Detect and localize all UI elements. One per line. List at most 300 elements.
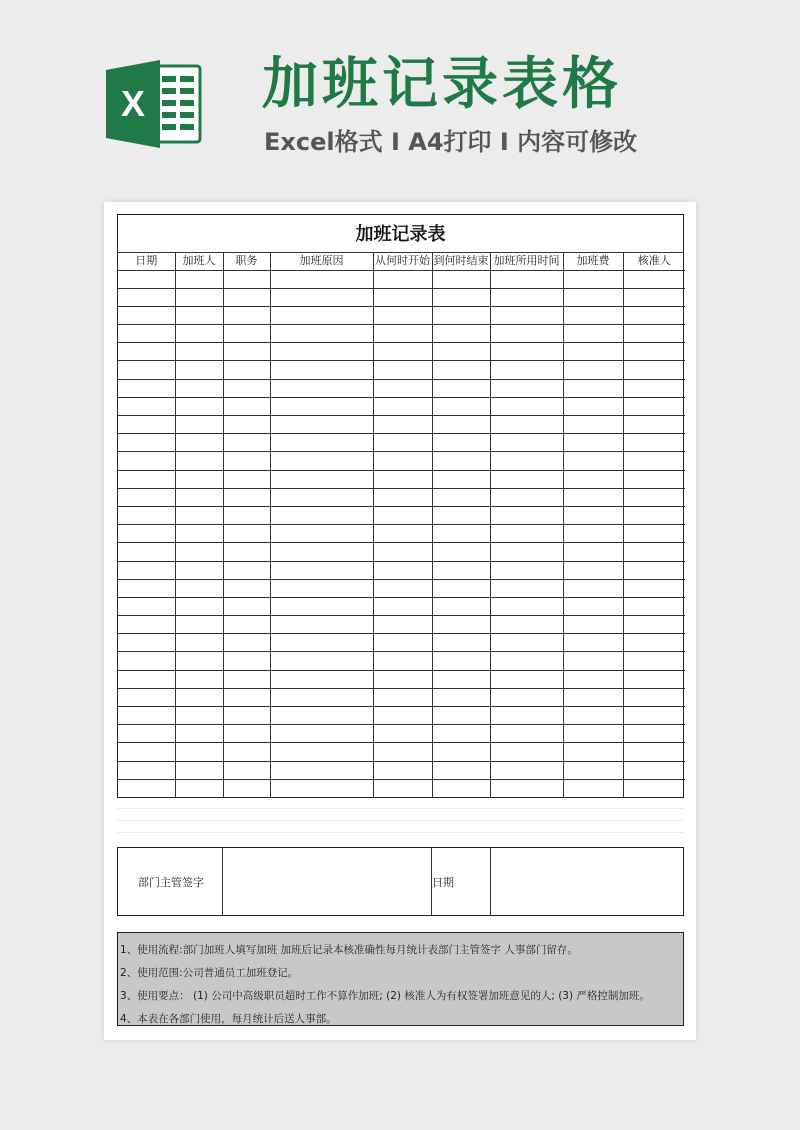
table-row — [118, 452, 685, 470]
table-cell[interactable] — [490, 361, 563, 379]
table-row — [118, 397, 685, 415]
table-cell[interactable] — [373, 506, 432, 524]
table-cell[interactable] — [223, 543, 270, 561]
table-row — [118, 343, 685, 361]
table-cell[interactable] — [563, 488, 623, 506]
table-cell[interactable] — [175, 470, 223, 488]
table-cell[interactable] — [623, 725, 685, 743]
table-cell[interactable] — [118, 397, 175, 415]
note-3: 3、使用要点： (1) 公司中高级职员超时工作不算作加班; (2) 核准人为有权签署加班意见的人; (3) 严格控制加班。 — [120, 990, 650, 1002]
table-cell[interactable] — [373, 343, 432, 361]
table-cell[interactable] — [623, 543, 685, 561]
sign-date-field[interactable] — [491, 848, 683, 915]
table-cell[interactable] — [270, 779, 373, 797]
table-cell[interactable] — [490, 597, 563, 615]
table-cell[interactable] — [270, 616, 373, 634]
table-cell[interactable] — [563, 325, 623, 343]
table-cell[interactable] — [175, 452, 223, 470]
table-cell[interactable] — [118, 670, 175, 688]
banner-subtitle: Excel格式 I A4打印 I 内容可修改 — [264, 128, 638, 156]
table-cell[interactable] — [270, 506, 373, 524]
table-cell[interactable] — [270, 707, 373, 725]
table-cell[interactable] — [432, 743, 490, 761]
table-cell[interactable] — [490, 270, 563, 288]
table-cell[interactable] — [223, 452, 270, 470]
dept-head-sign-field[interactable] — [223, 848, 432, 915]
table-cell[interactable] — [432, 779, 490, 797]
table-cell[interactable] — [563, 361, 623, 379]
table-cell[interactable] — [223, 779, 270, 797]
table-cell[interactable] — [223, 416, 270, 434]
table-cell[interactable] — [270, 543, 373, 561]
table-cell[interactable] — [175, 416, 223, 434]
table-cell[interactable] — [175, 525, 223, 543]
table-cell[interactable] — [223, 306, 270, 324]
table-cell[interactable] — [175, 725, 223, 743]
table-cell[interactable] — [118, 288, 175, 306]
table-cell[interactable] — [563, 707, 623, 725]
note-1: 1、使用流程:部门加班人填写加班 加班后记录本核准确性每月统计表部门主管签字 人事部门留存。 — [120, 944, 578, 956]
table-cell[interactable] — [175, 616, 223, 634]
table-cell[interactable] — [432, 561, 490, 579]
table-cell[interactable] — [490, 634, 563, 652]
table-cell[interactable] — [175, 306, 223, 324]
note-2: 2、使用范围:公司普通员工加班登记。 — [120, 967, 299, 979]
table-cell[interactable] — [432, 725, 490, 743]
table-cell[interactable] — [490, 670, 563, 688]
table-cell[interactable] — [223, 616, 270, 634]
table-cell[interactable] — [118, 343, 175, 361]
table-cell[interactable] — [563, 670, 623, 688]
table-cell[interactable] — [373, 306, 432, 324]
table-cell[interactable] — [373, 688, 432, 706]
table-cell[interactable] — [563, 561, 623, 579]
sign-date-label: 日期 — [432, 848, 491, 915]
table-cell[interactable] — [623, 688, 685, 706]
table-cell[interactable] — [373, 579, 432, 597]
table-cell[interactable] — [623, 306, 685, 324]
table-cell[interactable] — [373, 743, 432, 761]
table-cell[interactable] — [623, 761, 685, 779]
table-cell[interactable] — [373, 288, 432, 306]
table-cell[interactable] — [623, 416, 685, 434]
table-cell[interactable] — [623, 325, 685, 343]
table-cell[interactable] — [490, 725, 563, 743]
table-cell[interactable] — [490, 470, 563, 488]
table-cell[interactable] — [490, 506, 563, 524]
table-cell[interactable] — [270, 725, 373, 743]
banner-title: 加班记录表格 — [262, 52, 622, 117]
table-cell[interactable] — [623, 470, 685, 488]
table-cell[interactable] — [270, 743, 373, 761]
table-cell[interactable] — [623, 561, 685, 579]
table-cell[interactable] — [373, 561, 432, 579]
table-cell[interactable] — [563, 306, 623, 324]
table-cell[interactable] — [623, 397, 685, 415]
table-cell[interactable] — [223, 561, 270, 579]
table-row — [118, 361, 685, 379]
column-header: 加班人 — [175, 253, 223, 270]
table-cell[interactable] — [373, 488, 432, 506]
table-cell[interactable] — [373, 725, 432, 743]
table-cell[interactable] — [118, 579, 175, 597]
table-cell[interactable] — [118, 688, 175, 706]
table-cell[interactable] — [563, 343, 623, 361]
table-cell[interactable] — [563, 634, 623, 652]
table-cell[interactable] — [432, 416, 490, 434]
table-cell[interactable] — [563, 652, 623, 670]
table-cell[interactable] — [563, 725, 623, 743]
table-cell[interactable] — [175, 543, 223, 561]
table-row — [118, 525, 685, 543]
table-cell[interactable] — [270, 579, 373, 597]
table-cell[interactable] — [223, 652, 270, 670]
table-cell[interactable] — [432, 616, 490, 634]
table-cell[interactable] — [623, 743, 685, 761]
table-cell[interactable] — [270, 434, 373, 452]
table-cell[interactable] — [118, 416, 175, 434]
table-cell[interactable] — [175, 361, 223, 379]
table-cell[interactable] — [373, 270, 432, 288]
table-cell[interactable] — [623, 452, 685, 470]
table-cell[interactable] — [490, 761, 563, 779]
table-cell[interactable] — [118, 634, 175, 652]
table-cell[interactable] — [270, 634, 373, 652]
table-cell[interactable] — [223, 761, 270, 779]
table-cell[interactable] — [175, 343, 223, 361]
table-cell[interactable] — [623, 488, 685, 506]
table-cell[interactable] — [563, 506, 623, 524]
table-cell[interactable] — [223, 634, 270, 652]
table-cell[interactable] — [373, 543, 432, 561]
table-cell[interactable] — [118, 379, 175, 397]
table-cell[interactable] — [175, 743, 223, 761]
table-cell[interactable] — [432, 688, 490, 706]
table-cell[interactable] — [623, 343, 685, 361]
table-cell[interactable] — [563, 743, 623, 761]
table-cell[interactable] — [623, 707, 685, 725]
table-cell[interactable] — [223, 688, 270, 706]
table-cell[interactable] — [563, 470, 623, 488]
table-cell[interactable] — [175, 397, 223, 415]
table-cell[interactable] — [623, 434, 685, 452]
column-header: 到何时结束 — [432, 253, 490, 270]
table-cell[interactable] — [373, 379, 432, 397]
table-cell[interactable] — [490, 652, 563, 670]
table-cell[interactable] — [490, 561, 563, 579]
table-cell[interactable] — [223, 579, 270, 597]
table-cell[interactable] — [490, 779, 563, 797]
dept-head-sign-label: 部门主管签字 — [118, 848, 223, 915]
table-cell[interactable] — [563, 434, 623, 452]
table-cell[interactable] — [373, 525, 432, 543]
table-cell[interactable] — [118, 452, 175, 470]
table-cell[interactable] — [563, 779, 623, 797]
table-cell[interactable] — [490, 397, 563, 415]
table-cell[interactable] — [270, 652, 373, 670]
table-cell[interactable] — [175, 779, 223, 797]
table-cell[interactable] — [175, 434, 223, 452]
table-cell[interactable] — [270, 597, 373, 615]
column-header: 加班原因 — [270, 253, 373, 270]
table-row — [118, 270, 685, 288]
table-cell[interactable] — [490, 488, 563, 506]
table-cell[interactable] — [432, 325, 490, 343]
table-cell[interactable] — [432, 343, 490, 361]
table-cell[interactable] — [118, 561, 175, 579]
table-cell[interactable] — [175, 634, 223, 652]
table-cell[interactable] — [270, 416, 373, 434]
table-cell[interactable] — [270, 379, 373, 397]
table-cell[interactable] — [490, 616, 563, 634]
table-cell[interactable] — [490, 306, 563, 324]
table-cell[interactable] — [223, 343, 270, 361]
table-cell[interactable] — [118, 597, 175, 615]
table-cell[interactable] — [623, 379, 685, 397]
table-cell[interactable] — [175, 652, 223, 670]
table-cell[interactable] — [175, 488, 223, 506]
table-cell[interactable] — [563, 270, 623, 288]
table-cell[interactable] — [270, 325, 373, 343]
table-row — [118, 743, 685, 761]
table-cell[interactable] — [175, 707, 223, 725]
table-cell[interactable] — [175, 270, 223, 288]
column-header: 日期 — [118, 253, 175, 270]
table-cell[interactable] — [373, 397, 432, 415]
table-cell[interactable] — [432, 288, 490, 306]
table-cell[interactable] — [270, 488, 373, 506]
table-cell[interactable] — [623, 579, 685, 597]
table-cell[interactable] — [623, 506, 685, 524]
table-cell[interactable] — [270, 306, 373, 324]
table-cell[interactable] — [223, 525, 270, 543]
table-cell[interactable] — [490, 743, 563, 761]
table-cell[interactable] — [118, 361, 175, 379]
table-cell[interactable] — [563, 525, 623, 543]
table-cell[interactable] — [373, 361, 432, 379]
table-row — [118, 325, 685, 343]
table-cell[interactable] — [118, 306, 175, 324]
table-cell[interactable] — [175, 288, 223, 306]
table-row — [118, 379, 685, 397]
table-cell[interactable] — [223, 379, 270, 397]
table-cell[interactable] — [270, 452, 373, 470]
table-cell[interactable] — [432, 397, 490, 415]
table-cell[interactable] — [175, 688, 223, 706]
table-cell[interactable] — [432, 434, 490, 452]
table-cell[interactable] — [432, 361, 490, 379]
table-cell[interactable] — [175, 506, 223, 524]
column-header: 加班所用时间 — [490, 253, 563, 270]
table-cell[interactable] — [118, 434, 175, 452]
table-row — [118, 506, 685, 524]
table-cell[interactable] — [118, 488, 175, 506]
table-cell[interactable] — [563, 397, 623, 415]
table-cell[interactable] — [223, 707, 270, 725]
table-cell[interactable] — [118, 525, 175, 543]
table-cell[interactable] — [118, 506, 175, 524]
table-row — [118, 579, 685, 597]
table-cell[interactable] — [270, 361, 373, 379]
table-cell[interactable] — [373, 470, 432, 488]
table-cell[interactable] — [373, 616, 432, 634]
table-cell[interactable] — [623, 361, 685, 379]
table-cell[interactable] — [175, 325, 223, 343]
table-cell[interactable] — [490, 325, 563, 343]
table-cell[interactable] — [118, 325, 175, 343]
table-cell[interactable] — [118, 761, 175, 779]
table-cell[interactable] — [223, 488, 270, 506]
table-cell[interactable] — [432, 470, 490, 488]
table-cell[interactable] — [432, 452, 490, 470]
table-cell[interactable] — [270, 561, 373, 579]
logo-letter: X — [120, 83, 146, 124]
table-cell[interactable] — [175, 761, 223, 779]
column-header: 从何时开始 — [373, 253, 432, 270]
table-cell[interactable] — [623, 634, 685, 652]
table-cell[interactable] — [223, 470, 270, 488]
table-cell[interactable] — [432, 306, 490, 324]
excel-logo-icon — [104, 58, 202, 150]
table-cell[interactable] — [270, 270, 373, 288]
table-cell[interactable] — [118, 652, 175, 670]
table-cell[interactable] — [490, 288, 563, 306]
table-cell[interactable] — [118, 470, 175, 488]
table-cell[interactable] — [373, 325, 432, 343]
header-row — [118, 253, 685, 270]
table-cell[interactable] — [223, 361, 270, 379]
table-cell[interactable] — [490, 543, 563, 561]
table-cell[interactable] — [118, 779, 175, 797]
table-cell[interactable] — [118, 743, 175, 761]
table-cell[interactable] — [432, 488, 490, 506]
column-header: 加班费 — [563, 253, 623, 270]
table-cell[interactable] — [432, 506, 490, 524]
table-cell[interactable] — [373, 761, 432, 779]
table-cell[interactable] — [563, 597, 623, 615]
table-cell[interactable] — [373, 634, 432, 652]
table-cell[interactable] — [432, 634, 490, 652]
table-cell[interactable] — [175, 579, 223, 597]
table-cell[interactable] — [490, 416, 563, 434]
table-cell[interactable] — [118, 543, 175, 561]
table-cell[interactable] — [373, 434, 432, 452]
table-cell[interactable] — [432, 652, 490, 670]
table-cell[interactable] — [270, 397, 373, 415]
table-cell[interactable] — [223, 597, 270, 615]
table-cell[interactable] — [175, 561, 223, 579]
table-cell[interactable] — [175, 670, 223, 688]
table-cell[interactable] — [118, 270, 175, 288]
table-cell[interactable] — [373, 670, 432, 688]
table-cell[interactable] — [432, 761, 490, 779]
table-cell[interactable] — [373, 707, 432, 725]
table-cell[interactable] — [563, 579, 623, 597]
table-cell[interactable] — [223, 434, 270, 452]
table-cell[interactable] — [118, 725, 175, 743]
table-cell[interactable] — [623, 525, 685, 543]
table-cell[interactable] — [223, 670, 270, 688]
table-row — [118, 306, 685, 324]
table-cell[interactable] — [432, 525, 490, 543]
table-cell[interactable] — [373, 452, 432, 470]
table-cell[interactable] — [270, 670, 373, 688]
table-cell[interactable] — [432, 670, 490, 688]
overtime-table — [117, 214, 684, 798]
document-page — [104, 202, 696, 1040]
table-cell[interactable] — [563, 452, 623, 470]
table-cell[interactable] — [563, 543, 623, 561]
table-cell[interactable] — [118, 616, 175, 634]
table-cell[interactable] — [373, 416, 432, 434]
table-cell[interactable] — [490, 452, 563, 470]
table-cell[interactable] — [223, 270, 270, 288]
table-cell[interactable] — [490, 379, 563, 397]
table-cell[interactable] — [623, 616, 685, 634]
table-cell[interactable] — [490, 579, 563, 597]
table-cell[interactable] — [373, 597, 432, 615]
table-cell[interactable] — [563, 616, 623, 634]
table-cell[interactable] — [563, 288, 623, 306]
table-cell[interactable] — [563, 761, 623, 779]
table-cell[interactable] — [623, 670, 685, 688]
table-cell[interactable] — [623, 779, 685, 797]
table-cell[interactable] — [373, 779, 432, 797]
table-cell[interactable] — [432, 379, 490, 397]
table-cell[interactable] — [432, 543, 490, 561]
table-cell[interactable] — [432, 707, 490, 725]
table-cell[interactable] — [490, 707, 563, 725]
table-cell[interactable] — [432, 270, 490, 288]
table-cell[interactable] — [563, 416, 623, 434]
table-cell[interactable] — [623, 597, 685, 615]
table-cell[interactable] — [563, 688, 623, 706]
table-cell[interactable] — [118, 707, 175, 725]
table-cell[interactable] — [223, 725, 270, 743]
sheet-title: 加班记录表 — [118, 215, 683, 253]
table-row — [118, 543, 685, 561]
table-cell[interactable] — [623, 288, 685, 306]
table-cell[interactable] — [223, 325, 270, 343]
table-cell[interactable] — [270, 525, 373, 543]
table-cell[interactable] — [490, 525, 563, 543]
table-cell[interactable] — [432, 579, 490, 597]
table-cell[interactable] — [175, 597, 223, 615]
table-cell[interactable] — [490, 434, 563, 452]
table-cell[interactable] — [175, 379, 223, 397]
table-cell[interactable] — [223, 397, 270, 415]
table-cell[interactable] — [490, 343, 563, 361]
table-cell[interactable] — [373, 652, 432, 670]
table-cell[interactable] — [270, 688, 373, 706]
table-cell[interactable] — [623, 652, 685, 670]
table-row — [118, 688, 685, 706]
table-cell[interactable] — [223, 506, 270, 524]
table-row — [118, 707, 685, 725]
table-row — [118, 761, 685, 779]
table-cell[interactable] — [563, 379, 623, 397]
table-cell[interactable] — [623, 270, 685, 288]
table-cell[interactable] — [490, 688, 563, 706]
table-cell[interactable] — [270, 343, 373, 361]
table-cell[interactable] — [270, 470, 373, 488]
table-cell[interactable] — [270, 761, 373, 779]
table-cell[interactable] — [432, 597, 490, 615]
column-header: 核准人 — [623, 253, 685, 270]
table-cell[interactable] — [270, 288, 373, 306]
table-cell[interactable] — [223, 743, 270, 761]
table-cell[interactable] — [223, 288, 270, 306]
